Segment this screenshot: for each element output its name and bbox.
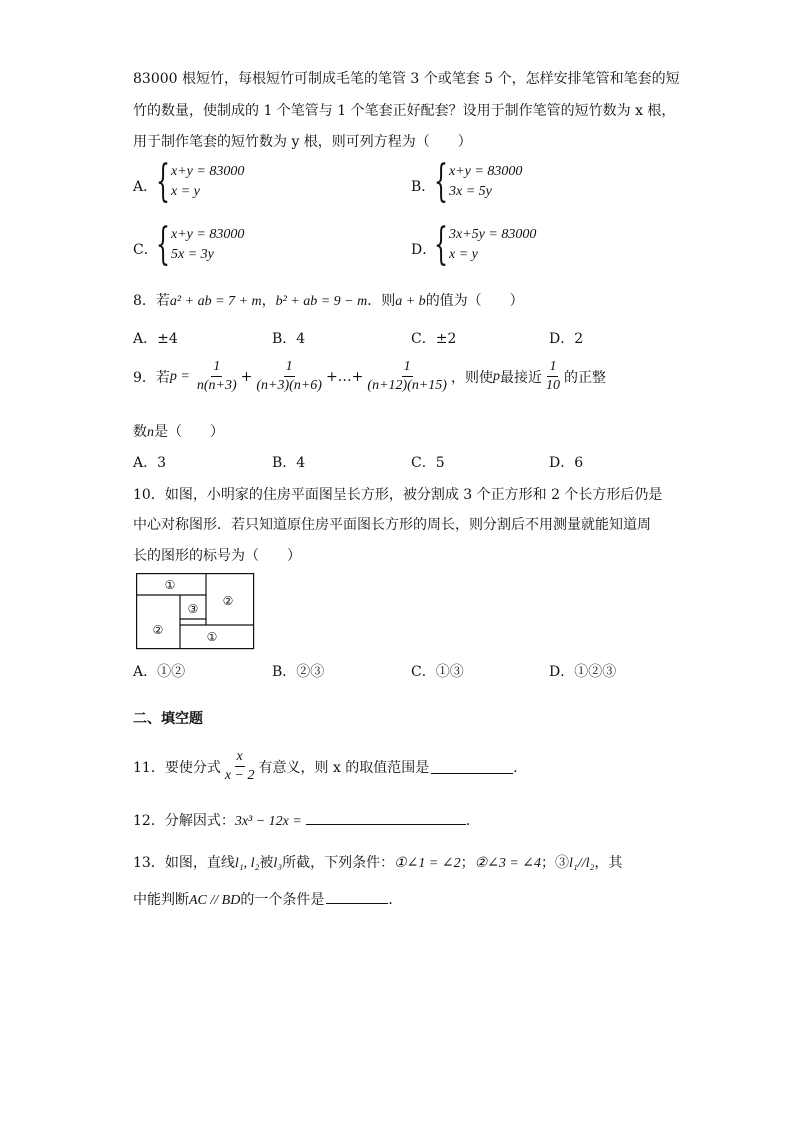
q9-closest: 最接近: [499, 369, 542, 386]
q13-line1b: 被: [259, 855, 274, 871]
q11-stem: [133, 748, 527, 785]
q9-tail: 的正整: [563, 369, 606, 386]
q13-l12: l₁, l₂: [234, 856, 260, 871]
q7-option-a-system: { x+y = 83000 x = y: [156, 156, 245, 207]
q8-expr: a + b: [395, 294, 426, 309]
q9-fraction-3: [365, 358, 449, 395]
q13-stem-line1: [133, 852, 622, 872]
q10-option-a: A．①②: [133, 664, 186, 680]
q7-option-c-system: { x+y = 83000 5x = 3y: [156, 219, 245, 270]
q9-stem-line2: [133, 421, 224, 441]
q9-p: p: [492, 368, 500, 384]
q7-option-d-eq1: 3x+5y = 83000: [449, 227, 537, 242]
q7-option-d-system: { 3x+5y = 83000 x = y: [434, 219, 537, 270]
q10-floorplan-figure: [136, 573, 256, 651]
q7-option-b-eq1: x+y = 83000: [449, 164, 523, 179]
q13-condition-1: ①∠1 = ∠2: [394, 856, 461, 871]
q13-condition-3: l₁//l₂: [569, 856, 595, 871]
q11-fraction-denominator: x − 2: [224, 768, 255, 783]
q9-fraction-2: [254, 358, 324, 395]
q9-prefix: 9．若: [133, 369, 170, 386]
q9-option-a: A．3: [133, 455, 167, 471]
q13-sep2: ；: [541, 855, 556, 871]
q13-line1d: ，其: [594, 855, 623, 871]
q7-option-a-eq2: x = y: [171, 184, 200, 199]
q9-fraction-1: [195, 358, 239, 395]
q10-option-c: C．①③: [411, 664, 464, 680]
q9-option-b: B．4: [272, 455, 306, 471]
q8-prefix: 8．若: [133, 293, 170, 309]
q13-condition-2: ②∠3 = ∠4: [474, 856, 542, 871]
q9-fraction-2-denominator: (n+3)(n+6): [256, 378, 322, 393]
q11-answer-blank[interactable]: [431, 759, 513, 774]
q13-end: ．: [388, 892, 403, 908]
q13-l3: l₃: [273, 856, 283, 871]
q13-acbd: AC // BD: [189, 893, 241, 908]
q7-option-c-eq2: 5x = 3y: [171, 247, 214, 262]
q7-option-b-label: B．: [411, 179, 436, 195]
q10-text-line1: 10．如图，小明家的住房平面图呈长方形，被分割成 3 个正方形和 2 个长方形后仍是: [133, 487, 663, 503]
q7-option-c-label: C．: [133, 242, 158, 258]
q7-option-b-eq2: 3x = 5y: [449, 184, 492, 199]
q10-option-b: B．②③: [272, 664, 325, 680]
q13-line1a: 13．如图，直线: [133, 855, 235, 871]
q12-expr: 3x³ − 12x =: [234, 814, 302, 829]
q12-prefix: 12．分解因式：: [133, 813, 235, 829]
q8-eq2: b² + ab = 9 − m: [275, 294, 368, 309]
q11-fraction-numerator: x: [235, 748, 245, 767]
q9-stem-line1: [133, 358, 606, 395]
q11-fraction: [223, 748, 257, 785]
q7-option-b-system: { x+y = 83000 3x = 5y: [434, 156, 523, 207]
q13-line1c: 所截，下列条件：: [282, 855, 395, 871]
q9-plus: +: [240, 368, 253, 385]
q10-text-line3: 长的图形的标号为（ ）: [133, 548, 301, 564]
q8-option-a: A．±4: [133, 331, 178, 347]
q7-option-d-label: D．: [411, 242, 437, 258]
q13-line2b: 的一个条件是: [240, 892, 325, 908]
q13-sep1: ；: [460, 855, 475, 871]
q12-stem: [133, 810, 480, 830]
q11-suffix: 有意义，则 x 的取值范围是: [258, 759, 430, 776]
q7-option-c-eq1: x+y = 83000: [171, 227, 245, 242]
q12-answer-blank[interactable]: [306, 810, 466, 825]
q11-prefix: 11．要使分式: [133, 759, 221, 776]
q9-fraction-4: [544, 358, 562, 395]
q9-line2b: 是（ ）: [154, 424, 224, 440]
q8-sep: ，: [261, 293, 276, 309]
q8-option-b: B．4: [272, 331, 306, 347]
q9-fraction-3-numerator: 1: [402, 358, 413, 377]
q8-option-d: D．2: [549, 331, 584, 347]
q13-line2a: 中能判断: [133, 892, 189, 908]
q8-stem: [133, 290, 524, 310]
q9-fraction-3-denominator: (n+12)(n+15): [367, 378, 447, 393]
q13-answer-blank[interactable]: [326, 889, 388, 904]
floorplan-label-1-top: ①: [164, 578, 176, 592]
q7-text-line3: 用于制作笔套的短竹数为 y 根，则可列方程为（ ）: [133, 134, 472, 150]
q9-fraction-1-numerator: 1: [211, 358, 222, 377]
q10-text-line2: 中心对称图形．若只知道原住房平面图长方形的周长，则分割后不用测量就能知道周: [133, 517, 651, 533]
q9-option-d: D．6: [549, 455, 584, 471]
floorplan-label-1-bottom: ①: [206, 630, 218, 644]
q13-condition-3-label: ③: [555, 855, 570, 871]
q9-fraction-1-denominator: n(n+3): [196, 378, 237, 393]
q9-dots: +…+: [325, 368, 364, 385]
q7-option-d-eq2: x = y: [449, 247, 478, 262]
q8-suffix: 的值为（ ）: [425, 293, 524, 309]
section-title-fill-in: 二、填空题: [133, 711, 203, 727]
q8-mid: ．则: [367, 293, 396, 309]
q11-end: ．: [513, 759, 528, 776]
q12-end: ．: [465, 813, 480, 829]
q8-eq1: a² + ab = 7 + m: [169, 294, 262, 309]
q9-line2a: 数: [133, 424, 147, 440]
q7-option-a-eq1: x+y = 83000: [171, 164, 245, 179]
q9-p-eq: p =: [169, 368, 190, 384]
floorplan-label-3-center: ③: [187, 602, 199, 616]
q9-option-c: C．5: [411, 455, 445, 471]
floorplan-label-2-right: ②: [222, 594, 234, 608]
q13-stem-line2: [133, 889, 402, 909]
q9-n: n: [147, 425, 154, 440]
q7-text-line1: 83000 根短竹，每根短竹可制成毛笔的笔管 3 个或笔套 5 个，怎样安排笔管和笔套的短: [133, 71, 680, 87]
q9-mid: ，则使: [450, 369, 493, 386]
q9-fraction-2-numerator: 1: [284, 358, 295, 377]
floorplan-label-2-left: ②: [152, 623, 164, 637]
q7-text-line2: 竹的数量，使制成的 1 个笔管与 1 个笔套正好配套？设用于制作笔管的短竹数为 x 根，: [133, 103, 676, 119]
q9-fraction-4-numerator: 1: [547, 358, 558, 377]
q7-option-a-label: A．: [133, 179, 158, 195]
q8-option-c: C．±2: [411, 331, 457, 347]
q10-option-d: D．①②③: [549, 664, 617, 680]
q9-fraction-4-denominator: 10: [545, 378, 560, 393]
